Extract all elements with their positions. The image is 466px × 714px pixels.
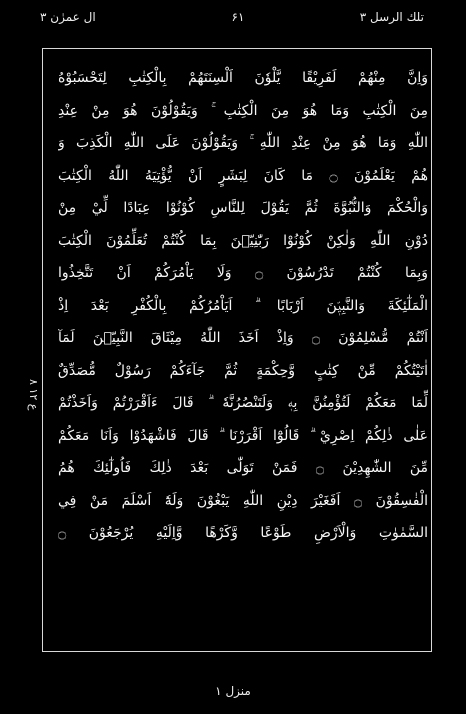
verse-line: اللّٰهِ وَمَا هُوَ مِنْ عِنْدِ اللّٰهِ ۚ وَيَقُوْلُوْنَ عَلَى اللّٰهِ الْكَذِبَ وَ bbox=[58, 135, 428, 151]
verse-line: وَالْحُكْمَ وَالنُّبُوَّةَ ثُمَّ يَقُوْلَ لِلنَّاسِ كُوْنُوْا عِبَادًا لِّيْ مِنْ bbox=[58, 200, 428, 216]
verse-line: وَاِنَّ مِنْهُمْ لَفَرِيْقًا يَّلْوٗنَ اَلْسِنَتَهُمْ بِالْكِتٰبِ لِتَحْسَبُوْهُ bbox=[58, 70, 428, 86]
page-number: ۶۱ bbox=[231, 10, 245, 24]
verse-line: اٰتَيْتُكُمْ مِّنْ كِتٰبٍ وَّحِكْمَةٍ ثُمَّ جَآءَكُمْ رَسُوْلٌ مُّصَدِّقٌ bbox=[58, 362, 428, 379]
verse-line: عَلٰى ذٰلِكُمْ اِصْرِيْ ۗ قَالُوْٓا اَقْرَرْنَا ۗ قَالَ فَاشْهَدُوْا وَاَنَا مَعَكُمْ bbox=[58, 427, 428, 444]
verse-line bbox=[58, 550, 428, 583]
manzil-label: منزل ۱ bbox=[215, 684, 251, 698]
verse-line: لِّمَا مَعَكُمْ لَتُؤْمِنُنَّ بِهٖ وَلَتَنْصُرُنَّهٗ ۗ قَالَ ءَاَقْرَرْتُمْ وَاَخَذْتُمْ bbox=[58, 395, 428, 411]
verse-line: مِنَ الْكِتٰبِ وَمَا هُوَ مِنَ الْكِتٰبِ ۚ وَيَقُوْلُوْنَ هُوَ مِنْ عِنْدِ bbox=[58, 102, 428, 119]
verse-line: الْمَلٰٓئِكَةَ وَالنَّبِيّٖنَ اَرْبَابًا ۗ اَيَاْمُرُكُمْ بِالْكُفْرِ بَعْدَ اِذْ bbox=[58, 297, 428, 314]
verse-line: مِّنَ الشّٰهِدِيْنَ ۝ فَمَنْ تَوَلّٰى بَعْدَ ذٰلِكَ فَاُولٰٓئِكَ هُمُ bbox=[58, 460, 428, 476]
quran-text-block bbox=[58, 62, 428, 648]
verse-line: اَنْتُمْ مُّسْلِمُوْنَ ۝ وَاِذْ اَخَذَ اللّٰهُ مِيْثَاقَ النَّبِيّٖنَ لَمَآ bbox=[58, 330, 428, 346]
surah-name: ال عمرٰن ۳ bbox=[40, 10, 96, 24]
verse-line: دُوْنِ اللّٰهِ وَلٰكِنْ كُوْنُوْا رَبّٰنِيّٖنَ بِمَا كُنْتُمْ تُعَلِّمُوْنَ الْكِتٰبَ bbox=[58, 232, 428, 249]
verse-line bbox=[58, 582, 428, 615]
verse-line: الْفٰسِقُوْنَ ۝ اَفَغَيْرَ دِيْنِ اللّٰهِ يَبْغُوْنَ وَلَهٗٓ اَسْلَمَ مَنْ فِي bbox=[58, 492, 428, 509]
ruku-marker: ع ۱۲ ۸ bbox=[27, 379, 40, 411]
verse-line: السَّمٰوٰتِ وَالْاَرْضِ طَوْعًا وَّكَرْهًا وَّاِلَيْهِ يُرْجَعُوْنَ ۝ bbox=[58, 525, 428, 541]
verse-line: هُمْ يَعْلَمُوْنَ ۝ مَا كَانَ لِبَشَرٍ اَنْ يُّؤْتِيَهُ اللّٰهُ الْكِتٰبَ bbox=[58, 167, 428, 184]
juz-name: تلك الرسل ۳ bbox=[359, 10, 424, 24]
verse-line bbox=[58, 615, 428, 648]
verse-line: وَبِمَا كُنْتُمْ تَدْرُسُوْنَ ۝ وَلَا يَاْمُرَكُمْ اَنْ تَتَّخِذُوا bbox=[58, 265, 428, 281]
